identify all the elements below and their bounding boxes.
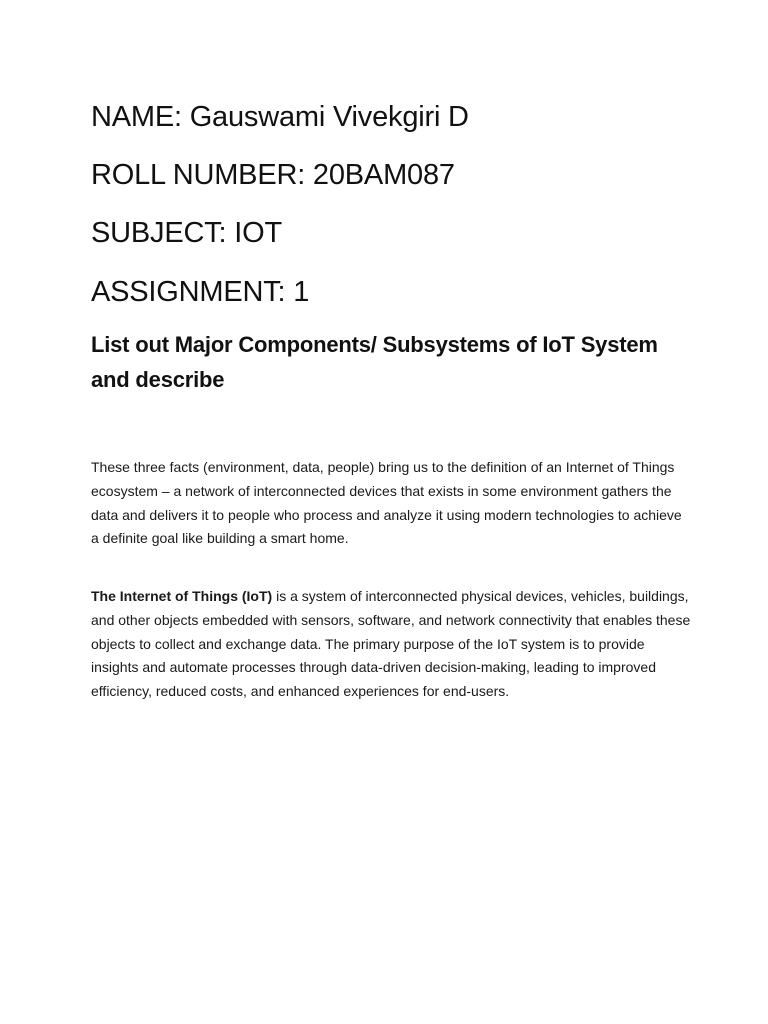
- iot-definition-paragraph: [91, 585, 691, 704]
- subject-heading: SUBJECT: IOT: [91, 217, 282, 249]
- intro-paragraph: These three facts (environment, data, people) bring us to the definition of an Internet of Things ecosystem – a network of interconnected devices that exists in some environment gathers the data and delivers it to people who process and analyze it using modern technologies to achieve a definite goal like building a smart home.: [91, 459, 682, 547]
- assignment-heading: ASSIGNMENT: 1: [91, 276, 310, 308]
- question-title: List out Major Components/ Subsystems of IoT System and describe: [91, 332, 658, 392]
- iot-term-bold: The Internet of Things (IoT): [91, 588, 273, 604]
- student-name-heading: NAME: Gauswami Vivekgiri D: [91, 101, 469, 133]
- roll-number-heading: ROLL NUMBER: 20BAM087: [91, 159, 455, 191]
- iot-definition-text: is a system of interconnected physical devices, vehicles, buildings, and other objects embedded with sensors, software, and network connectivity that enables these objects to collect and exchange data. The primary purpose of the IoT system is to provide insights and automate processes through data-driven decision-making, leading to improved efficiency, reduced costs, and enhanced experiences for end-users.: [91, 588, 691, 700]
